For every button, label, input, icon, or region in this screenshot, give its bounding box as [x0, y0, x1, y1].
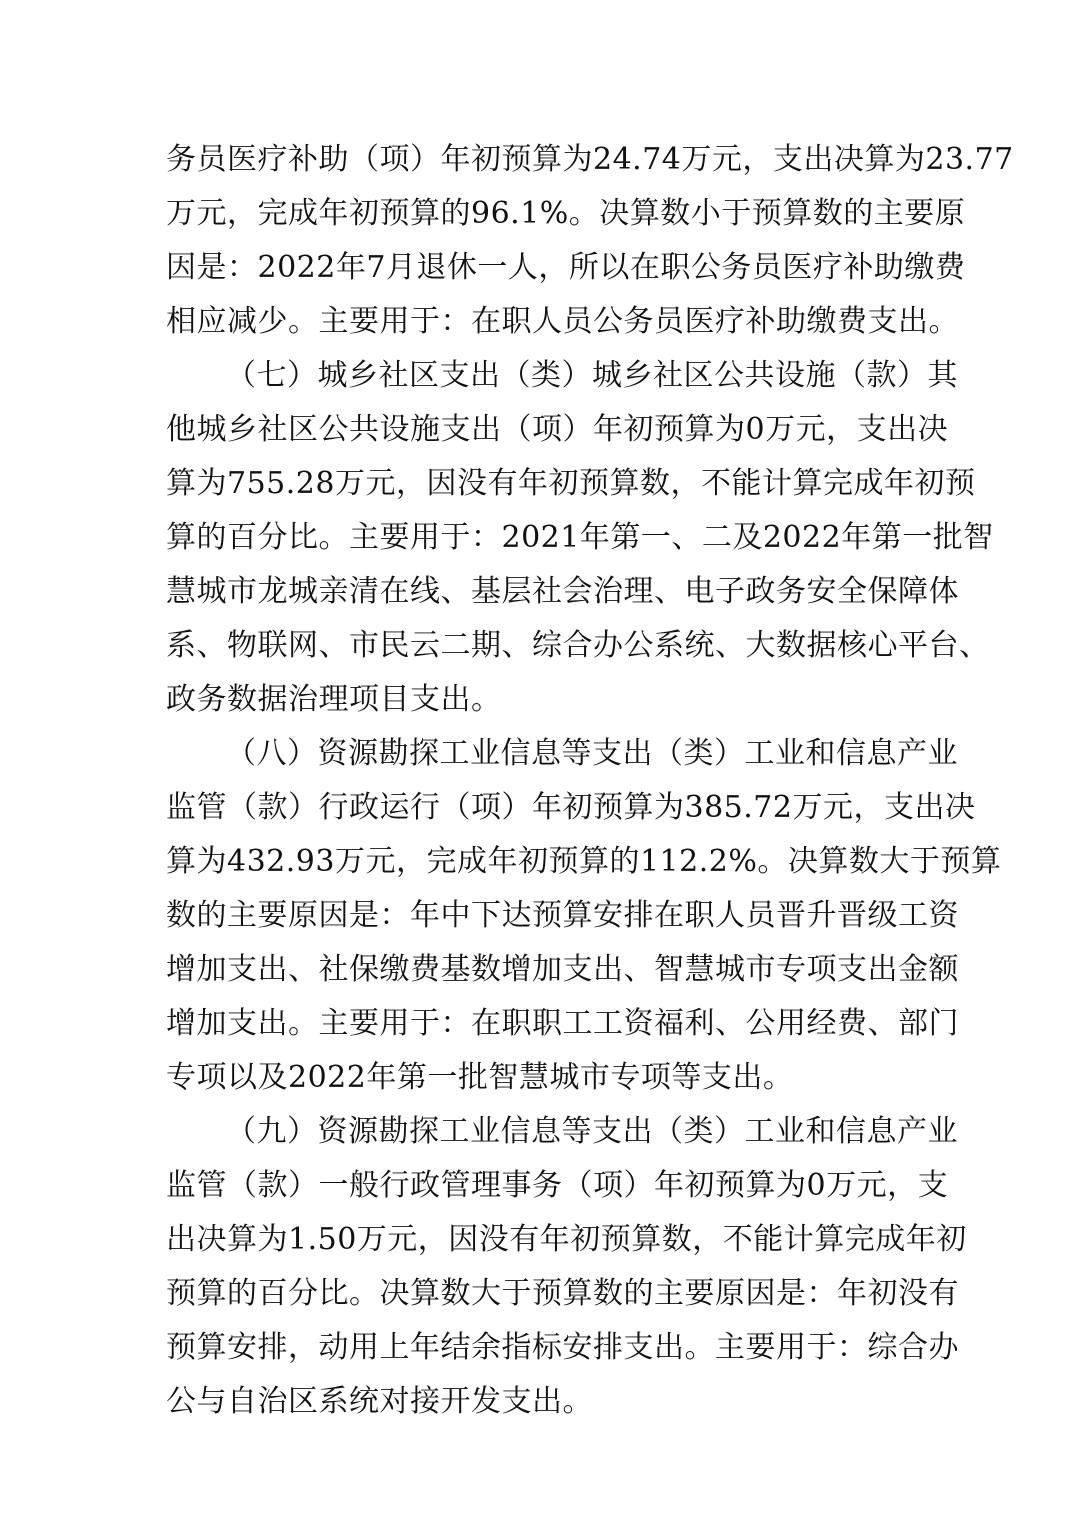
text-line: 万元，完成年初预算的96.1%。决算数小于预算数的主要原 — [166, 196, 966, 231]
paragraph-section-8 — [166, 727, 1002, 1105]
text-line: （七）城乡社区支出（类）城乡社区公共设施（款）其 — [226, 358, 958, 393]
text-line: （九）资源勘探工业信息等支出（类）工业和信息产业 — [226, 1114, 958, 1149]
text-line: 公与自治区系统对接开发支出。 — [166, 1384, 593, 1419]
text-line: 政务数据治理项目支出。 — [166, 682, 502, 717]
text-line: 数的主要原因是：年中下达预算安排在职人员晋升晋级工资 — [166, 898, 959, 933]
text-line: 他城乡社区公共设施支出（项）年初预算为0万元，支出决 — [166, 412, 949, 447]
text-line: 预算的百分比。决算数大于预算数的主要原因是：年初没有 — [166, 1276, 959, 1311]
text-line: 监管（款）一般行政管理事务（项）年初预算为0万元，支 — [166, 1168, 949, 1203]
text-line: 系、物联网、市民云二期、综合办公系统、大数据核心平台、 — [166, 628, 990, 663]
text-line: 慧城市龙城亲清在线、基层社会治理、电子政务安全保障体 — [166, 574, 959, 609]
paragraph-continuation — [166, 133, 1014, 349]
text-line: 专项以及2022年第一批智慧城市专项等支出。 — [166, 1060, 794, 1095]
text-line: 算为432.93万元，完成年初预算的112.2%。决算数大于预算 — [166, 844, 1002, 879]
text-line: 算为755.28万元，因没有年初预算数，不能计算完成年初预 — [166, 466, 976, 501]
document-body — [166, 133, 1014, 1429]
paragraph-section-7 — [166, 349, 994, 727]
text-line: 增加支出。主要用于：在职职工工资福利、公用经费、部门 — [166, 1006, 959, 1041]
text-line: 相应减少。主要用于：在职人员公务员医疗补助缴费支出。 — [166, 304, 959, 339]
text-line: 出决算为1.50万元，因没有年初预算数，不能计算完成年初 — [166, 1222, 967, 1257]
paragraph-section-9 — [166, 1105, 967, 1429]
text-line: （八）资源勘探工业信息等支出（类）工业和信息产业 — [226, 736, 958, 771]
text-line: 预算安排，动用上年结余指标安排支出。主要用于：综合办 — [166, 1330, 959, 1365]
text-line: 增加支出、社保缴费基数增加支出、智慧城市专项支出金额 — [166, 952, 959, 987]
text-line: 监管（款）行政运行（项）年初预算为385.72万元，支出决 — [166, 790, 976, 825]
text-line: 因是：2022年7月退休一人，所以在职公务员医疗补助缴费 — [166, 250, 966, 285]
text-line: 务员医疗补助（项）年初预算为24.74万元，支出决算为23.77 — [166, 142, 1014, 177]
text-line: 算的百分比。主要用于：2021年第一、二及2022年第一批智 — [166, 520, 994, 555]
